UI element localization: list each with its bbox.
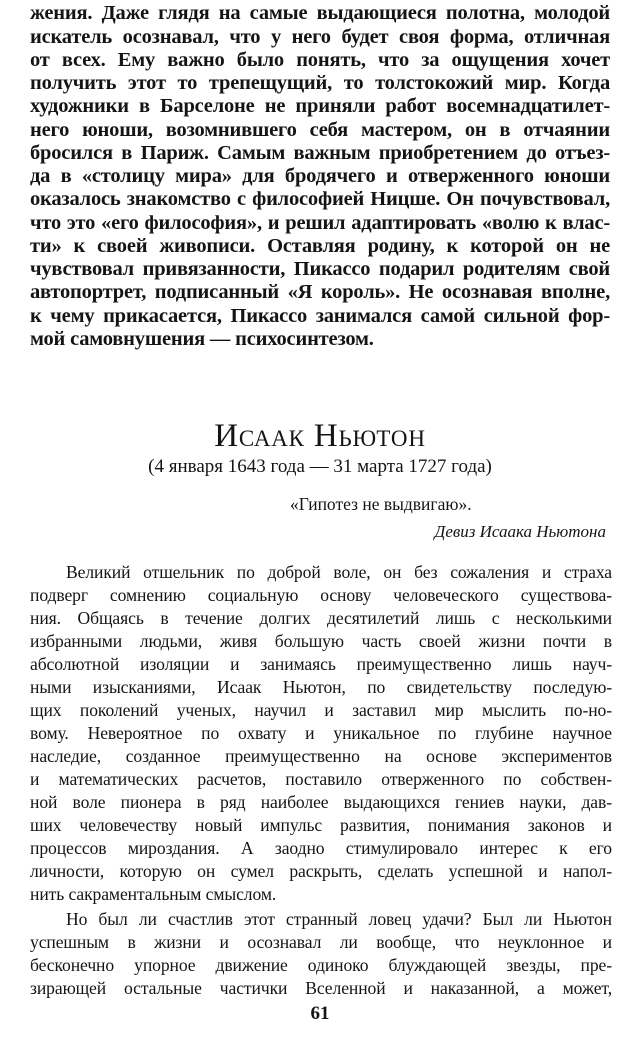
text-line: от всех. Ему важно было понять, что за ощущения хочет [30, 49, 610, 71]
text-line: вому. Невероятное по охвату и уникальное по глубине научное [30, 723, 612, 743]
text-line: Великий отшельник по доброй воле, он без сожаления и страха [66, 562, 612, 582]
text-line: автопортрет, подписанный «Я король». Не осознавая вполне, [30, 281, 610, 303]
text-line: что это «его философия», и решил адаптировать «волю к влас- [30, 212, 610, 234]
epigraph-quote: «Гипотез не выдвигаю». [290, 494, 472, 514]
text-line: получить этот то трепещущий, то толстокожий мир. Когда [30, 72, 610, 94]
text-line: ными изысканиями, Исаак Ньютон, по свидетельству последую- [30, 677, 612, 697]
text-line: чувствовал привязанности, Пикассо подарил родителям свой [30, 258, 610, 280]
text-line: наследие, созданное преимущественно на основе экспериментов [30, 746, 612, 766]
text-line: и математических расчетов, поставило отверженного по собствен- [30, 769, 612, 789]
section-dates: (4 января 1643 года — 31 марта 1727 года) [148, 456, 492, 477]
text-line: процессов мироздания. А заодно стимулировало интерес к его [30, 838, 612, 858]
text-line: щих поколений ученых, научил и заставил мир мыслить по-но- [30, 700, 612, 720]
text-line: бесконечно упорное движение одиноко блуждающей звезды, пре- [30, 955, 612, 975]
text-line: него юноши, возомнившего себя мастером, он в отчаянии [30, 119, 610, 141]
text-line: избранными людьми, живя большую часть своей жизни почти в [30, 631, 612, 651]
text-line: к чему прикасается, Пикассо занимался самой сильной фор- [30, 305, 610, 327]
page-number: 61 [310, 1003, 330, 1024]
text-line: успешным в жизни и осознавал ли вообще, что неуклонное и [30, 932, 612, 952]
text-line: ной воле пионера в ряд наиболее выдающихся гениев науки, дав- [30, 792, 612, 812]
text-line: абсолютной изоляции и занимаясь преимущественно лишь науч- [30, 654, 612, 674]
text-line: подверг сомнению социальную основу человеческого существова- [30, 585, 612, 605]
text-line: нить сакраментальным смыслом. [30, 884, 277, 904]
text-line: зирающей остальные частички Вселенной и наказанной, а может, [30, 978, 612, 998]
text-line: искатель осознавал, что у него будет своя форма, отличная [30, 26, 610, 48]
text-line: ти» к своей живописи. Оставляя родину, к которой он не [30, 235, 610, 257]
text-line: оказалось знакомство с философией Ницше. Он почувствовал, [30, 188, 610, 210]
text-line: ния. Общаясь в течение долгих десятилетий лишь с несколькими [30, 608, 612, 628]
text-line: бросился в Париж. Самым важным приобретением до отъез- [30, 142, 610, 164]
text-line: мой самовнушения — психосинтезом. [30, 328, 374, 350]
text-line: да в «столицу мира» для бродячего и отверженного юноши [30, 165, 610, 187]
text-line: жения. Даже глядя на самые выдающиеся полотна, молодой [30, 2, 610, 24]
epigraph-attribution: Девиз Исаака Ньютона [434, 522, 606, 541]
text-line: ших человечеству новый импульс развития, понимания законов и [30, 815, 612, 835]
section-title: Исаак Ньютон [214, 418, 426, 454]
text-line: художники в Барселоне не приняли работ восемнадцатилет- [30, 95, 610, 117]
text-line: Но был ли счастлив этот странный ловец удачи? Был ли Ньютон [66, 909, 612, 929]
text-line: личности, которую он сумел раскрыть, сделать успешной и напол- [30, 861, 612, 881]
